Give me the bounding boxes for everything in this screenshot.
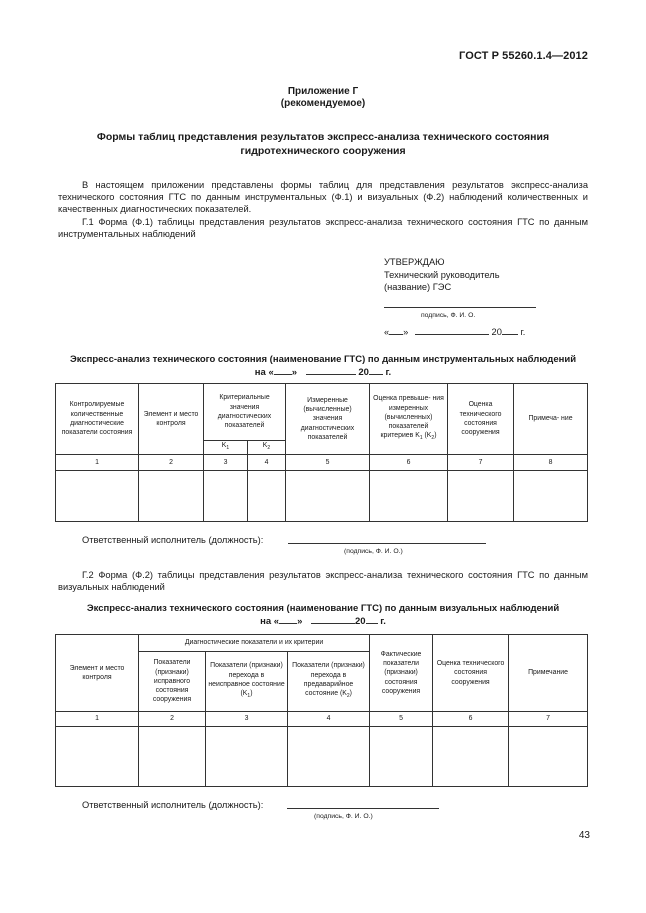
table1-header-c2: Элемент и место контроля bbox=[139, 384, 204, 455]
approval-year-prefix: 20 bbox=[491, 327, 502, 337]
form2-paragraph bbox=[58, 569, 588, 593]
table2-cell[interactable] bbox=[509, 727, 588, 787]
approval-position: Технический руководитель bbox=[384, 269, 500, 280]
signature1-label: Ответственный исполнитель (должность): bbox=[82, 535, 264, 545]
table2-title: Экспресс-анализ технического состояния (наименование ГТС) по данным визуальных наблюдений bbox=[86, 603, 560, 614]
table1-cell[interactable] bbox=[514, 471, 588, 522]
table2-cell[interactable] bbox=[56, 727, 139, 787]
table1-header-c1: Контролируемые количественные диагностические показатели состояния bbox=[56, 384, 139, 455]
table2-num-6: 6 bbox=[433, 712, 509, 727]
table2-cell[interactable] bbox=[206, 727, 288, 787]
table1-num-3: 3 bbox=[204, 455, 248, 471]
intro-paragraph-1-text: В настоящем приложении представлены формы таблиц для представления результатов экспресс-анализа технического состояния ГТС по данным инструментальных (Ф.1) и визуальных (Ф.2) наблюдений количественных и качественных диагностических показателей. bbox=[58, 180, 588, 215]
table2-header-c3-sub: 1 bbox=[247, 693, 251, 700]
appendix-title: Приложение Г bbox=[287, 86, 359, 97]
table2-header-c3-end: ) bbox=[250, 690, 253, 698]
table2-num-4: 4 bbox=[288, 712, 370, 727]
table1-cell[interactable] bbox=[56, 471, 139, 522]
table1-num-4: 4 bbox=[248, 455, 286, 471]
table2-cell[interactable] bbox=[433, 727, 509, 787]
table2-header-c4 bbox=[288, 652, 370, 712]
main-title bbox=[0, 130, 646, 158]
signature1-line bbox=[288, 543, 486, 544]
approval-year-suffix: г. bbox=[520, 327, 526, 337]
table1-date-close: » bbox=[291, 367, 298, 378]
intro-paragraph-2-text: Г.1 Форма (Ф.1) таблицы представления результатов экспресс-анализа технического состояния ГТС по данным инструментальных наблюдений bbox=[58, 217, 588, 240]
table2-num-5: 5 bbox=[370, 712, 433, 727]
table1-header-k1-text: K bbox=[221, 442, 227, 450]
table1-num-8: 8 bbox=[514, 455, 588, 471]
approval-title: УТВЕРЖДАЮ bbox=[384, 257, 445, 267]
standard-number: ГОСТ Р 55260.1.4—2012 bbox=[459, 50, 588, 62]
approval-date bbox=[384, 326, 525, 339]
table1 bbox=[55, 383, 588, 522]
table1-cell[interactable] bbox=[248, 471, 286, 522]
table1-header-c34: Критериальные значения диагностических показателей bbox=[204, 384, 286, 441]
approval-block bbox=[384, 256, 500, 294]
table1-num-5: 5 bbox=[286, 455, 370, 471]
signature2-caption: (подпись, Ф. И. О.) bbox=[314, 813, 373, 820]
table2-header-c4-end: ) bbox=[349, 690, 352, 698]
table2-header-c6: Оценка технического состояния сооружения bbox=[433, 635, 509, 712]
table1-header-c6-mid: (K bbox=[422, 432, 432, 440]
table2 bbox=[55, 634, 588, 787]
table1-cell[interactable] bbox=[448, 471, 514, 522]
form2-paragraph-text: Г.2 Форма (Ф.2) таблицы представления результатов экспресс-анализа технического состояния ГТС по данным визуальных наблюдений bbox=[58, 570, 588, 593]
table1-header-c8: Примеча- ние bbox=[514, 384, 588, 455]
table1-header-k1 bbox=[204, 441, 248, 455]
signature2-label: Ответственный исполнитель (должность): bbox=[82, 800, 264, 810]
table1-year-prefix: 20 bbox=[358, 367, 369, 378]
intro-paragraph-1 bbox=[58, 179, 588, 216]
table2-header-c3 bbox=[206, 652, 288, 712]
main-title-line1: Формы таблиц представления результатов экспресс-анализа технического состояния bbox=[96, 131, 550, 143]
table1-header-c6-text: Оценка превыше- ния измеренных (вычисленных) показателей критериев K bbox=[373, 395, 444, 440]
table2-cell[interactable] bbox=[139, 727, 206, 787]
table2-cell[interactable] bbox=[370, 727, 433, 787]
table2-header-c2: Показатели (признаки) исправного состояния сооружения bbox=[139, 652, 206, 712]
table1-date bbox=[0, 367, 646, 378]
approval-date-open: « bbox=[384, 327, 390, 337]
table1-header-k1-sub: 1 bbox=[226, 445, 230, 452]
table2-date bbox=[0, 616, 646, 627]
table1-header-c6-k2-sub: 2 bbox=[431, 435, 435, 442]
main-title-line2: гидротехнического сооружения bbox=[240, 145, 406, 157]
table1-cell[interactable] bbox=[139, 471, 204, 522]
table1-date-prefix: на « bbox=[254, 367, 274, 378]
page-number: 43 bbox=[578, 830, 590, 841]
table1-header-c6 bbox=[370, 384, 448, 455]
table1-num-1: 1 bbox=[56, 455, 139, 471]
table2-header-c4-text: Показатели (признаки) перехода в предаварийное состояние (K bbox=[292, 662, 365, 698]
table2-header-c1: Элемент и место контроля bbox=[56, 635, 139, 712]
signature2-line bbox=[287, 808, 439, 809]
table1-num-6: 6 bbox=[370, 455, 448, 471]
approval-date-close: » bbox=[403, 327, 409, 337]
approval-sign-line bbox=[384, 307, 536, 308]
table1-header-k2-sub: 2 bbox=[267, 445, 271, 452]
table2-year-suffix: г. bbox=[380, 616, 386, 627]
table1-num-7: 7 bbox=[448, 455, 514, 471]
table1-cell[interactable] bbox=[286, 471, 370, 522]
table2-num-7: 7 bbox=[509, 712, 588, 727]
table2-header-c7: Примечание bbox=[509, 635, 588, 712]
table2-cell[interactable] bbox=[288, 727, 370, 787]
table1-header-c6-k1-sub: 1 bbox=[419, 435, 423, 442]
table2-num-3: 3 bbox=[206, 712, 288, 727]
table2-empty-row bbox=[56, 727, 588, 787]
signature1-caption: (подпись, Ф. И. О.) bbox=[344, 548, 403, 555]
table1-title: Экспресс-анализ технического состояния (наименование ГТС) по данным инструментальных наблюдений bbox=[69, 354, 577, 365]
table2-num-2: 2 bbox=[139, 712, 206, 727]
table2-num-1: 1 bbox=[56, 712, 139, 727]
table2-header-c3-text: Показатели (признаки) перехода в неисправное состояние (K bbox=[208, 662, 285, 698]
table1-year-suffix: г. bbox=[385, 367, 392, 378]
table1-header-k2 bbox=[248, 441, 286, 455]
approval-org: (название) ГЭС bbox=[384, 282, 452, 292]
approval-sign-caption: подпись, Ф. И. О. bbox=[421, 312, 476, 319]
table2-date-prefix: на « bbox=[260, 616, 280, 627]
table1-header-k2-text: K bbox=[262, 442, 268, 450]
appendix-subtitle: (рекомендуемое) bbox=[280, 98, 366, 109]
table1-header-c6-end: ) bbox=[434, 432, 437, 440]
table1-cell[interactable] bbox=[370, 471, 448, 522]
table2-header-c4-sub: 2 bbox=[346, 693, 350, 700]
table2-year-prefix: 20 bbox=[355, 616, 366, 627]
table1-header-c5: Измеренные (вычисленные) значения диагностических показателей bbox=[286, 384, 370, 455]
table1-cell[interactable] bbox=[204, 471, 248, 522]
table1-header-c7: Оценка технического состояния сооружения bbox=[448, 384, 514, 455]
table2-header-c5: Фактические показатели (признаки) состояния сооружения bbox=[370, 635, 433, 712]
table1-empty-row bbox=[56, 471, 588, 522]
table2-date-close: » bbox=[297, 616, 303, 627]
intro-paragraph-2 bbox=[58, 216, 588, 240]
table2-header-group: Диагностические показатели и их критерии bbox=[139, 635, 370, 652]
table1-num-2: 2 bbox=[139, 455, 204, 471]
